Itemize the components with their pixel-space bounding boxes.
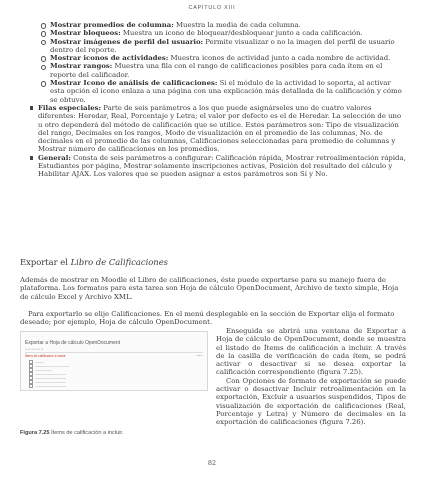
- item-label: Mostrar rangos:: [50, 62, 113, 71]
- top-list-settings: [20, 104, 406, 179]
- item-text: Permite visualizar o no la imagen del perfil de usuario dentro del reporte.: [50, 37, 395, 54]
- screenshot-checkbox-row: ──────────────────: [29, 376, 66, 380]
- list-item: [28, 104, 406, 154]
- item-text: Si el módulo de la actividad lo soporta, al activar esta opción el icono enlaza a una página con una explicación más detallada de la calificación y cómo se obtuvo.: [50, 79, 402, 104]
- screenshot-checkbox-row: ──────────: [29, 368, 52, 372]
- item-label: General:: [38, 153, 71, 162]
- item-text: Consta de seis parámetros a configurar: Calificación rápida, Mostrar retroalimentación rápida, Estudiantes por página, Mostrar solamente inscripciones activas, Posición del resultado del cálculo y Habilitar AJAX. Los valores que se pueden asignar a estos parámetros son Sí y No.: [38, 153, 406, 179]
- screenshot-checkbox-row: ────────────────────: [29, 364, 69, 368]
- page-number: 82: [207, 459, 217, 467]
- item-text: Muestra iconos de actividad junto a cada nombre de actividad.: [168, 54, 391, 63]
- right-column-text: [216, 327, 406, 427]
- item-label: Mostrar iconos de actividades:: [50, 54, 169, 63]
- figure-caption-text: Ítems de calificación a incluir.: [49, 430, 124, 436]
- list-item: [40, 54, 406, 62]
- item-label: Mostrar bloqueos:: [50, 29, 121, 38]
- screenshot-divider: [25, 352, 203, 353]
- screenshot-breadcrumb: · · · · · · · · · · ·: [25, 334, 45, 338]
- section-heading-italic: Libro de Calificaciones: [70, 257, 168, 267]
- screenshot-checkbox-row: ──────────────────: [29, 380, 66, 384]
- item-label: Mostrar imágenes de perfil del usuario:: [50, 37, 204, 46]
- list-item: [40, 38, 406, 55]
- item-label: Mostrar Icono de análisis de calificaciones:: [50, 79, 218, 88]
- section-heading-prefix: Exportar el: [20, 257, 71, 267]
- list-item: [28, 154, 406, 179]
- screenshot-checkbox-row: ──────────────────: [29, 384, 66, 388]
- paragraph-export-steps: Para exportarlo se elije Calificaciones. En el menú desplegable en la sección de Exportar elija el formato deseado; por ejemplo, Hoja de cálculo OpenDocument.: [20, 310, 395, 327]
- sub-list-display-options: [20, 21, 406, 104]
- screenshot-selector: ▭ ▭ ▭ ▭ ▭ ▭: [25, 348, 44, 351]
- item-label: Mostrar promedios de columna:: [50, 21, 174, 29]
- screenshot-title: Exportar a Hoja de cálculo OpenDocument: [25, 340, 121, 346]
- item-label: Filas especiales:: [38, 103, 102, 112]
- list-item: [40, 79, 406, 104]
- item-text: Muestra un icono de bloquear/desbloquear junto a cada calificación.: [120, 29, 363, 38]
- list-item: [40, 29, 406, 37]
- figure-screenshot: [20, 331, 208, 391]
- list-item: [40, 21, 406, 29]
- screenshot-checkbox-row: ─────: [29, 360, 44, 364]
- item-text: Parte de seis parámetros a los que puede asignárseles uno de cuatro valores diferentes: Heredar, Real, Porcentaje y Letra; el valor por defecto es el de Heredar. La selección de uno u otro dependerá del método de calificación que se utilice. Estos parámetros son: Tipo de visualización del rango, Decimales en los rangos, Modo de visualización en el promedio de las columnas, No. de decimales en el promedio de las columnas, Calificaciones seleccionadas para promedio de columnas y Mostrar número de calificaciones en los promedios.: [38, 103, 402, 154]
- screenshot-group-heading: Ítems de calificación a incluir: [25, 354, 66, 358]
- list-item: [40, 62, 406, 79]
- screenshot-checkbox-row: ──────────────────: [29, 372, 66, 376]
- right-column-paragraph-1: Enseguida se abrirá una ventana de Exportar a Hoja de cálculo de OpenDocument, donde se muestra el listado de Ítems de calificación a incluir. A través de la casilla de verificación de cada ítem, se podrá activar o desactivar si se desea exportar la calificación correspondiente (figura 7.25).: [216, 327, 406, 377]
- figure-caption-label: Figura 7.25: [20, 430, 50, 436]
- item-text: Muestra una fila con el rango de calificaciones posibles para cada ítem en el reporte del calificador.: [50, 62, 383, 79]
- paragraph-intro: Además de mostrar en Moodle el Libro de calificaciones, éste puede exportarse para su manejo fuera de plataforma. Los formatos para esta tarea son Hoja de cálculo OpenDocument, Archivo de texto simple, Hoja de cálculo Excel y Archivo XML.: [20, 276, 399, 301]
- item-text: Muestra la media de cada columna.: [173, 21, 301, 29]
- figure-caption: [20, 430, 124, 436]
- right-column-paragraph-2: Con Opciones de formato de exportación se puede activar o desactivar Incluir retroalimentación en la exportación, Excluir a usuarios suspendidos, Tipos de visualización de exportación de calificaciones (Real, Porcentaje y Letra) y Número de decimales en la exportación de calificaciones (figura 7.26).: [216, 376, 406, 427]
- section-heading: [20, 257, 168, 267]
- chapter-header: CAPÍTULO XIII: [188, 5, 236, 11]
- screenshot-expand-link: ▸ ▸ ▸: [197, 354, 202, 357]
- body-text: [20, 21, 406, 179]
